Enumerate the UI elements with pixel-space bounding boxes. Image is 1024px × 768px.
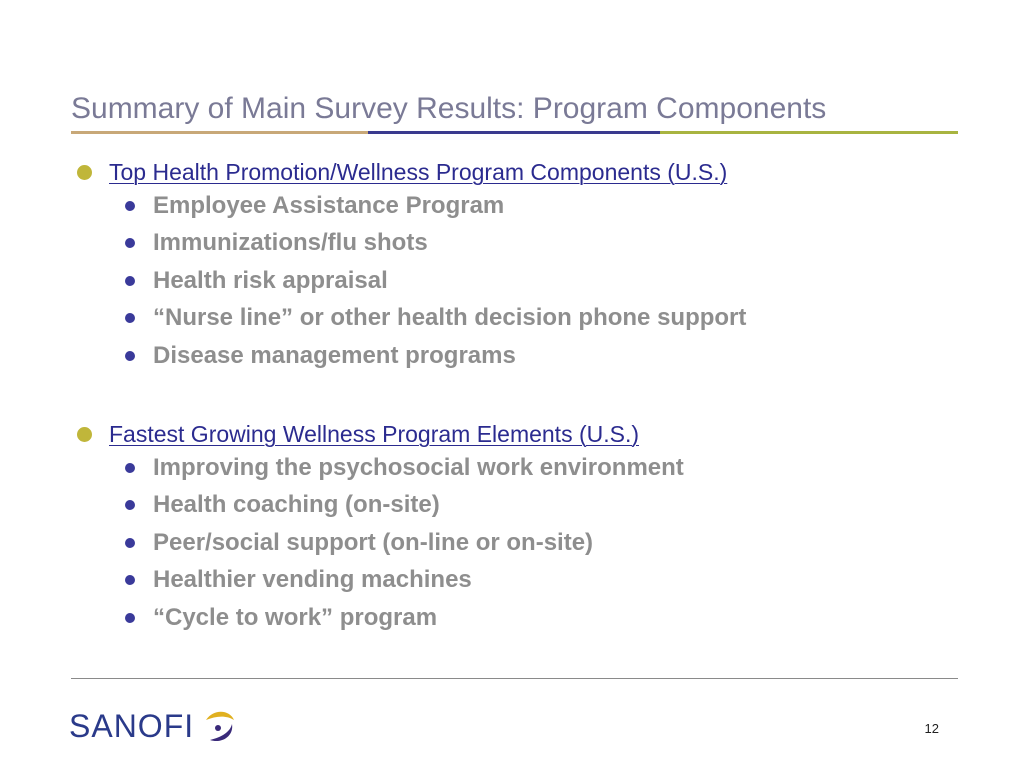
title-rule-segment [71, 131, 368, 134]
section-heading-row [77, 419, 957, 449]
list-item [77, 449, 957, 487]
section-top-components [77, 157, 957, 375]
bullet-list [77, 187, 957, 375]
list-item [77, 487, 957, 525]
section-heading: Top Health Promotion/Wellness Program Components (U.S.) [109, 158, 728, 185]
logo-wordmark: SANOFI [69, 707, 195, 744]
page-number: 12 [924, 721, 939, 736]
sub-bullet-dot-icon [125, 575, 135, 585]
sub-bullet-dot-icon [125, 201, 135, 211]
list-item-label: Health risk appraisal [153, 266, 388, 294]
section-heading-row [77, 157, 957, 187]
list-item-label: Disease management programs [153, 341, 516, 369]
list-item-label: “Nurse line” or other health decision phone support [153, 304, 747, 332]
list-item [77, 562, 957, 600]
sanofi-logo [69, 702, 240, 750]
list-item-label: Peer/social support (on-line or on-site) [153, 528, 594, 556]
sub-bullet-dot-icon [125, 538, 135, 548]
sub-bullet-dot-icon [125, 613, 135, 623]
sub-bullet-dot-icon [125, 500, 135, 510]
footer-divider [71, 678, 958, 679]
sub-bullet-dot-icon [125, 276, 135, 286]
list-item [77, 599, 957, 637]
title-rule-segment [368, 131, 660, 134]
list-item-label: Employee Assistance Program [153, 191, 505, 219]
bullet-dot-icon [77, 165, 92, 180]
list-item [77, 225, 957, 263]
section-heading: Fastest Growing Wellness Program Elements (U.S.) [109, 420, 640, 447]
list-item-label: “Cycle to work” program [153, 603, 438, 631]
list-item [77, 337, 957, 375]
list-item [77, 262, 957, 300]
bullet-list [77, 449, 957, 637]
section-fastest-growing [77, 419, 957, 637]
list-item-label: Improving the psychosocial work environment [153, 453, 684, 481]
slide-title: Summary of Main Survey Results: Program Components [71, 92, 827, 125]
title-rule-segment [660, 131, 958, 134]
sub-bullet-dot-icon [125, 238, 135, 248]
bullet-dot-icon [77, 427, 92, 442]
list-item-label: Healthier vending machines [153, 566, 472, 594]
list-item [77, 187, 957, 225]
list-item [77, 300, 957, 338]
list-item-label: Health coaching (on-site) [153, 491, 440, 519]
sanofi-bird-icon [200, 706, 240, 746]
list-item-label: Immunizations/flu shots [153, 229, 428, 257]
sub-bullet-dot-icon [125, 351, 135, 361]
list-item [77, 524, 957, 562]
sub-bullet-dot-icon [125, 313, 135, 323]
sub-bullet-dot-icon [125, 463, 135, 473]
